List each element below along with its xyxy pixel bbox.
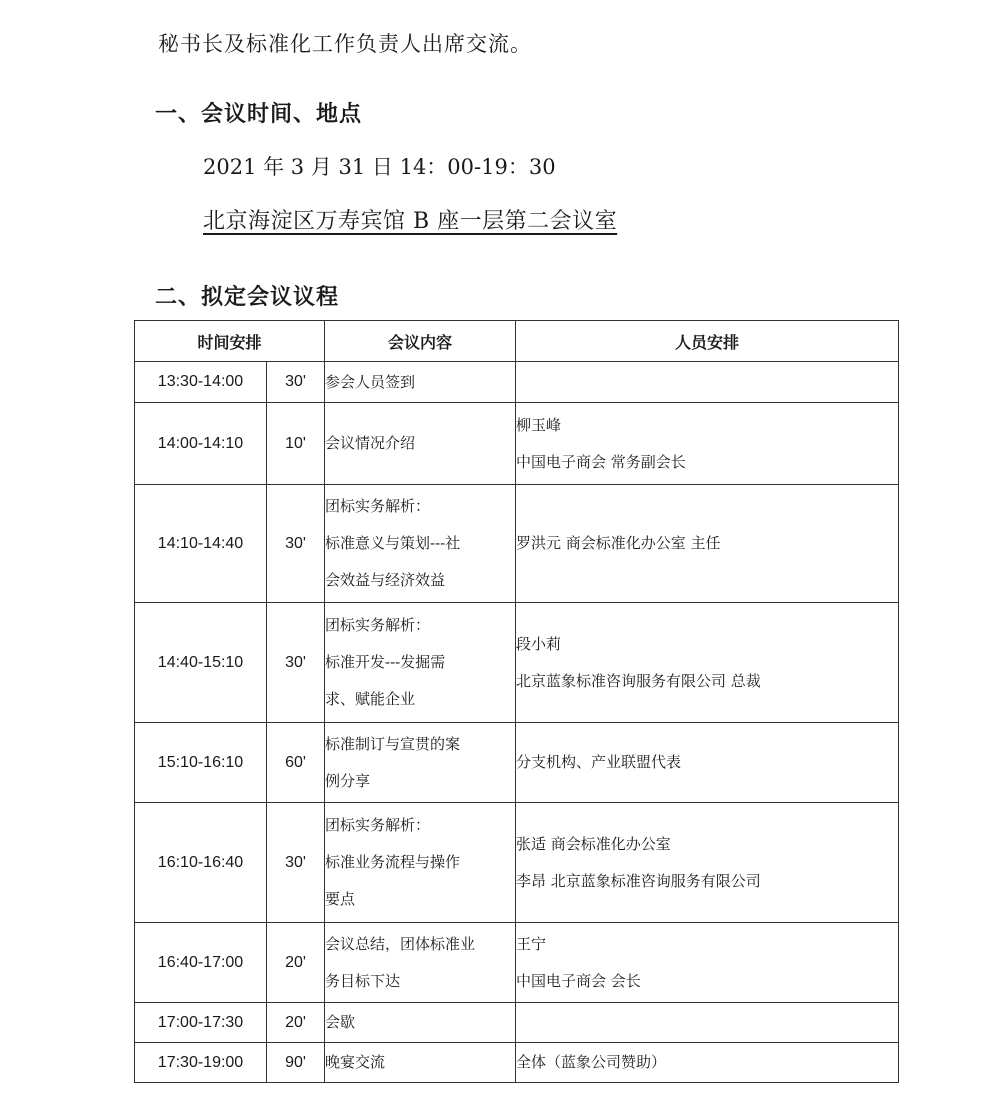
agenda-content-line: 求、赋能企业 (325, 690, 416, 708)
agenda-content-line: 团标实务解析： (325, 616, 431, 634)
agenda-people (516, 923, 899, 1003)
agenda-content (325, 603, 516, 723)
header-content: 会议内容 (325, 321, 516, 362)
agenda-duration: 30' (267, 803, 325, 923)
agenda-people-line: 北京蓝象标准咨询服务有限公司 总裁 (516, 671, 761, 690)
agenda-time: 17:30-19:00 (135, 1043, 267, 1083)
header-time: 时间安排 (135, 321, 325, 362)
agenda-content-line: 会议情况介绍 (325, 434, 416, 452)
agenda-people-line: 中国电子商会 常务副会长 (516, 452, 686, 471)
agenda-content-line: 参会人员签到 (325, 372, 416, 391)
agenda-duration: 90' (267, 1043, 325, 1083)
agenda-row (135, 603, 899, 723)
agenda-time: 16:40-17:00 (135, 923, 267, 1003)
agenda-duration: 10' (267, 403, 325, 485)
meeting-datetime: 2021 年 3 月 31 日 14：00-19：30 (203, 155, 556, 179)
agenda-content-line: 会议总结，团体标准业 (325, 934, 476, 953)
agenda-row (135, 485, 899, 603)
agenda-content (325, 403, 516, 485)
agenda-people (516, 723, 899, 803)
section-heading-agenda: 二、拟定会议议程 (155, 285, 340, 310)
agenda-time: 15:10-16:10 (135, 723, 267, 803)
agenda-content-line: 会效益与经济效益 (325, 571, 446, 589)
agenda-people (516, 485, 899, 603)
agenda-content (325, 362, 516, 403)
agenda-people-line: 罗洪元 商会标准化办公室 主任 (516, 534, 721, 552)
agenda-content-line: 标准业务流程与操作 (325, 853, 461, 871)
agenda-content (325, 1043, 516, 1083)
agenda-content (325, 723, 516, 803)
agenda-row (135, 362, 899, 403)
agenda-time: 14:40-15:10 (135, 603, 267, 723)
agenda-content-line: 例分享 (325, 771, 371, 790)
agenda-duration: 30' (267, 485, 325, 603)
agenda-time: 17:00-17:30 (135, 1003, 267, 1043)
meeting-venue: 北京海淀区万寿宾馆 B 座一层第二会议室 (203, 209, 618, 234)
agenda-content-line: 标准开发---发掘需 (325, 653, 446, 671)
agenda-people-line: 张适 商会标准化办公室 (516, 834, 671, 853)
agenda-time: 13:30-14:00 (135, 362, 267, 403)
agenda-duration: 30' (267, 603, 325, 723)
agenda-content-line: 标准意义与策划---社 (325, 534, 461, 552)
agenda-content-line: 团标实务解析： (325, 816, 431, 834)
agenda-people-line: 中国电子商会 会长 (516, 971, 641, 990)
agenda-row (135, 923, 899, 1003)
agenda-content-line: 标准制订与宣贯的案 (325, 734, 461, 753)
agenda-people-line: 王宁 (516, 934, 547, 953)
agenda-row (135, 803, 899, 923)
agenda-content (325, 923, 516, 1003)
header-people: 人员安排 (516, 321, 899, 362)
agenda-content-line: 晚宴交流 (325, 1053, 386, 1071)
agenda-time: 14:00-14:10 (135, 403, 267, 485)
agenda-time: 14:10-14:40 (135, 485, 267, 603)
agenda-people-line: 分支机构、产业联盟代表 (516, 753, 682, 771)
agenda-duration: 60' (267, 723, 325, 803)
agenda-row (135, 723, 899, 803)
agenda-duration: 20' (267, 1003, 325, 1043)
agenda-content (325, 485, 516, 603)
agenda-content-line: 要点 (325, 890, 356, 908)
agenda-people (516, 603, 899, 723)
agenda-content-line: 会歇 (325, 1013, 356, 1031)
agenda-people-line: 柳玉峰 (516, 415, 562, 434)
agenda-people (516, 803, 899, 923)
agenda-people-line: 李昂 北京蓝象标准咨询服务有限公司 (516, 871, 761, 890)
agenda-people-line: 段小莉 (516, 634, 562, 653)
agenda-people (516, 403, 899, 485)
agenda-row (135, 1003, 899, 1043)
agenda-people (516, 1003, 899, 1043)
agenda-people-line: 全体（蓝象公司赞助） (516, 1053, 667, 1071)
agenda-row (135, 403, 899, 485)
intro-text: 秘书长及标准化工作负责人出席交流。 (158, 32, 532, 56)
agenda-duration: 30' (267, 362, 325, 403)
agenda-content (325, 803, 516, 923)
agenda-header-row (135, 321, 899, 362)
agenda-people (516, 1043, 899, 1083)
agenda-time: 16:10-16:40 (135, 803, 267, 923)
agenda-body (135, 362, 899, 1083)
section-heading-time-location: 一、会议时间、地点 (155, 102, 363, 127)
agenda-people (516, 362, 899, 403)
agenda-content-line: 团标实务解析： (325, 497, 431, 515)
agenda-content (325, 1003, 516, 1043)
agenda-row (135, 1043, 899, 1083)
agenda-content-line: 务目标下达 (325, 971, 401, 990)
agenda-duration: 20' (267, 923, 325, 1003)
agenda-table (134, 320, 899, 1083)
